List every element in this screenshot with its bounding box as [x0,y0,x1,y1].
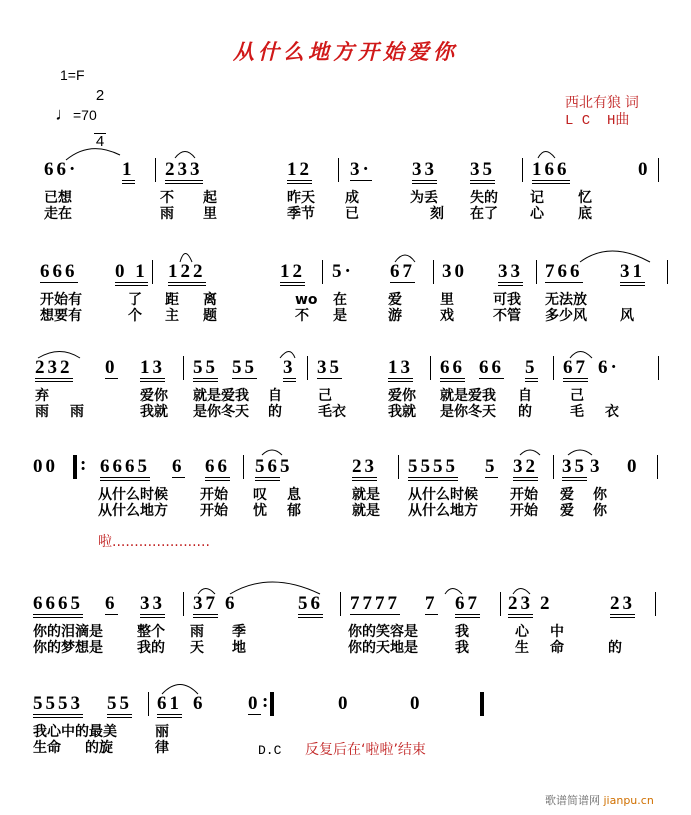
lyric-syllable: 走在 [44,206,72,222]
note-group: 6665 [100,457,150,481]
lyric-syllable: 为丢 [410,190,438,206]
lyric-syllable: 记 [530,190,544,206]
lyric-syllable: 我 [455,624,469,640]
lyric-syllable: 整个 [137,624,165,640]
note-group: 37 [193,594,218,618]
lyric-syllable: 戏 [440,308,454,324]
lyric-syllable: 不管 [493,308,521,324]
barline [658,158,659,182]
lyric-syllable: 个 [128,308,142,324]
note-group: 56 [255,457,280,481]
lyric-syllable: 从什么时候 [408,487,478,503]
lyric-syllable: 从什么地方 [98,503,168,519]
note-group: 2 [540,593,553,614]
lyric-syllable: 题 [203,308,217,324]
note-group: 1 [122,160,135,184]
repeat-dots: : [262,691,269,712]
song-title: 从什么地方开始爱你 [233,39,458,64]
lyric-syllable: 你的泪滴是 [33,624,103,640]
lyric-syllable: 无法放 [545,292,587,308]
lyric-syllable: 爱 [560,487,574,503]
lyric-syllable: 从什么地方 [408,503,478,519]
lyric-syllable: 毛 [570,404,584,420]
lyric-syllable: 爱 [560,503,574,519]
lyric-syllable: 里 [440,292,454,308]
lyric-syllable: 郁 [287,503,301,519]
barline [522,158,523,182]
note-group: 56 [298,594,323,618]
repeat-end-barline [270,692,274,716]
lyric-syllable: 开始 [510,503,538,519]
lyric-syllable: 爱 [388,292,402,308]
lyric-syllable: 起 [203,190,217,206]
note-group: 12 [280,262,305,286]
repeat-instruction: 反复后在‘啦啦’结束 [305,742,426,758]
lyric-syllable: 生 [515,640,529,656]
note-group: 3 [590,456,603,477]
lyric-syllable: 雨 [160,206,174,222]
lyric-syllable: 息 [287,487,301,503]
note-group: 0 1 [115,262,148,286]
note-group: 00 [33,456,58,477]
time-sig-bottom: 4 [95,133,105,150]
lyric-syllable: 雨 [70,404,84,420]
note-group: 0 [410,693,423,714]
note-group: 3 [283,358,296,382]
lyric-syllable: 我 [455,640,469,656]
lyric-syllable: 里 [203,206,217,222]
lyric-syllable: 毛衣 [318,404,346,420]
barline [667,260,668,284]
note-group: 66 [479,357,504,378]
time-sig-top: 2 [95,87,105,104]
lyric-syllable: 昨天 [287,190,315,206]
lyric-syllable: 你 [593,503,607,519]
note-group: 6665 [33,594,83,618]
lyric-syllable: 的旋 [85,740,113,756]
lyric-syllable: 想要有 [40,308,82,324]
note-group: 766 [545,261,583,282]
note-group: 0 [627,456,640,477]
lyric-syllable: 刻 [430,206,444,222]
barline [433,260,434,284]
note-group: 33 [412,160,437,184]
lyric-syllable: 季节 [287,206,315,222]
dc-marking: D.C [258,743,282,758]
tempo-value: =70 [73,107,97,123]
note-group: 23 [610,594,635,618]
note-group: 35 [317,357,342,378]
watermark-domain: jianpu.cn [603,794,654,807]
lyric-syllable: 我就 [388,404,416,420]
note-group: 3· [350,159,372,180]
note-group: 7777 [350,593,400,614]
barline [553,455,554,479]
lyric-syllable: 主 [165,308,179,324]
lyric-syllable: 律 [155,740,169,756]
lyric-syllable: 雨 [190,624,204,640]
lyric-syllable: 已 [345,206,359,222]
lyric-syllable: 己 [318,388,332,404]
lyric-syllable: 我就 [140,404,168,420]
quarter-note-icon: ♩ [55,104,73,124]
note-group: 0 [105,357,118,378]
barline [338,158,339,182]
lyric-syllable: 爱你 [140,388,168,404]
lyric-syllable: 开始 [510,487,538,503]
lyric-syllable: 是你冬天 [440,404,496,420]
barline [340,592,341,616]
barline [322,260,323,284]
lyric-syllable: 命 [550,640,564,656]
lyric-syllable: 天 [190,640,204,656]
lyric-syllable: 可我 [493,292,521,308]
tempo-marking [55,104,97,125]
note-group: 7 [425,593,438,614]
note-group: 13 [388,358,413,382]
note-group: 5 [525,358,538,382]
barline [152,260,153,284]
barline [183,356,184,380]
lyric-syllable: 就是 [352,487,380,503]
lyric-syllable: 开始 [200,487,228,503]
lyric-syllable: 自 [268,388,282,404]
note-group: 61 [157,694,182,718]
lyric-syllable: 了 [128,292,142,308]
barline [655,592,656,616]
barline [536,260,537,284]
note-group: 31 [620,262,645,286]
slur-arc [262,450,282,455]
lyric-syllable: 己 [570,388,584,404]
lyric-syllable: 自 [518,388,532,404]
lyric-syllable: 风 [620,308,634,324]
note-group: 66 [440,358,465,382]
slur-arc [520,450,540,455]
composer-credit: L C H曲 [565,113,630,129]
lyric-syllable: 忧 [253,503,267,519]
lyric-syllable: 心 [530,206,544,222]
note-group: 66· [44,159,79,180]
lyric-syllable: 你的天地是 [348,640,418,656]
repeat-dots: : [80,454,87,475]
lyric-syllable: wo [295,292,318,308]
note-group: 5553 [33,694,83,718]
lyric-syllable: 不 [160,190,174,206]
note-group: 233 [165,160,203,184]
slur-arc [175,152,195,159]
barline [657,455,658,479]
note-group: 23 [352,457,377,481]
note-group: 30 [442,261,467,282]
lyric-syllable: 从什么时候 [98,487,168,503]
repeat-start-barline [73,455,77,479]
lyric-syllable: 开始有 [40,292,82,308]
lyric-syllable: 你的梦想是 [33,640,103,656]
lyric-syllable: 你的笑容是 [348,624,418,640]
note-group: 35 [470,160,495,184]
note-group: 67 [455,594,480,618]
lyric-syllable: 离 [203,292,217,308]
note-group: 232 [35,358,73,382]
barline [148,692,149,716]
barline [658,356,659,380]
lyric-syllable: 不 [295,308,309,324]
lyric-syllable: 忆 [578,190,592,206]
lyric-syllable: 在 [333,292,347,308]
lyric-syllable: 开始 [200,503,228,519]
slur-arc [568,450,592,455]
barline [155,158,156,182]
lyric-syllable: 的 [518,404,532,420]
lyric-syllable: 成 [345,190,359,206]
lyric-syllable: 生命 [33,740,61,756]
lyric-syllable: 弃 [35,388,49,404]
lyric-syllable: 就是爱我 [193,388,249,404]
lyric-syllable: 底 [578,206,592,222]
note-group: 0 [248,693,261,714]
barline [307,356,308,380]
note-group: 66 [205,457,230,481]
lyric-syllable: 我的 [137,640,165,656]
key-signature: 1=F [60,67,85,83]
note-group: 0 [338,693,351,714]
lyric-syllable: 已想 [44,190,72,206]
note-group: 12 [287,160,312,184]
lyric-syllable: 你 [593,487,607,503]
lyric-syllable: 衣 [605,404,619,420]
note-group: 166 [532,160,570,184]
barline [500,592,501,616]
barline [243,455,244,479]
lyric-syllable: 是你冬天 [193,404,249,420]
lyric-syllable: 距 [165,292,179,308]
lyric-syllable: 多少风 [545,308,587,324]
note-group: 55 [232,357,257,378]
note-group: 67 [563,358,588,382]
note-group: 6 [193,693,206,714]
lyric-syllable: 叹 [253,487,267,503]
watermark [545,792,654,808]
note-group: 5 [280,456,293,477]
lyric-syllable: 中 [550,624,564,640]
note-group: 33 [498,262,523,286]
note-group: 33 [140,594,165,618]
barline [398,455,399,479]
lyric-syllable: 心 [515,624,529,640]
lyric-syllable: 在了 [470,206,498,222]
lyric-syllable: 就是爱我 [440,388,496,404]
lyric-syllable: 的 [268,404,282,420]
note-group: 5· [332,261,354,282]
final-barline [480,692,484,716]
note-group: 666 [40,261,78,282]
lyricist-credit: 西北有狼 词 [565,94,639,110]
note-group: 55 [193,358,218,382]
lyric-syllable: 爱你 [388,388,416,404]
note-group: 6 [105,593,118,614]
note-group: 0 [638,159,651,180]
lyric-syllable: 的 [608,640,622,656]
lyric-syllable: 地 [232,640,246,656]
note-group: 35 [562,457,587,481]
slur-arc [538,152,555,159]
lyric-syllable: 就是 [352,503,380,519]
note-group: 23 [508,594,533,618]
note-group: 13 [140,358,165,382]
lyric-syllable: 失的 [470,190,498,206]
la-extension: 啦...................... [98,534,210,550]
note-group: 5 [485,456,498,477]
barline [183,592,184,616]
lyric-syllable: 雨 [35,404,49,420]
lyric-syllable: 我心中的最美 [33,724,117,740]
note-group: 67 [390,261,415,282]
note-group: 6 [225,593,238,614]
lyric-syllable: 是 [333,308,347,324]
barline [430,356,431,380]
lyric-syllable: 丽 [155,724,169,740]
note-group: 5555 [408,457,458,481]
lyric-syllable: 游 [388,308,402,324]
watermark-site: 歌谱简谱网 [545,794,600,807]
lyric-syllable: 季 [232,624,246,640]
barline [553,356,554,380]
note-group: 122 [168,262,206,286]
note-group: 6· [598,357,620,378]
note-group: 6 [172,456,185,477]
note-group: 32 [513,457,538,481]
note-group: 55 [107,694,132,718]
